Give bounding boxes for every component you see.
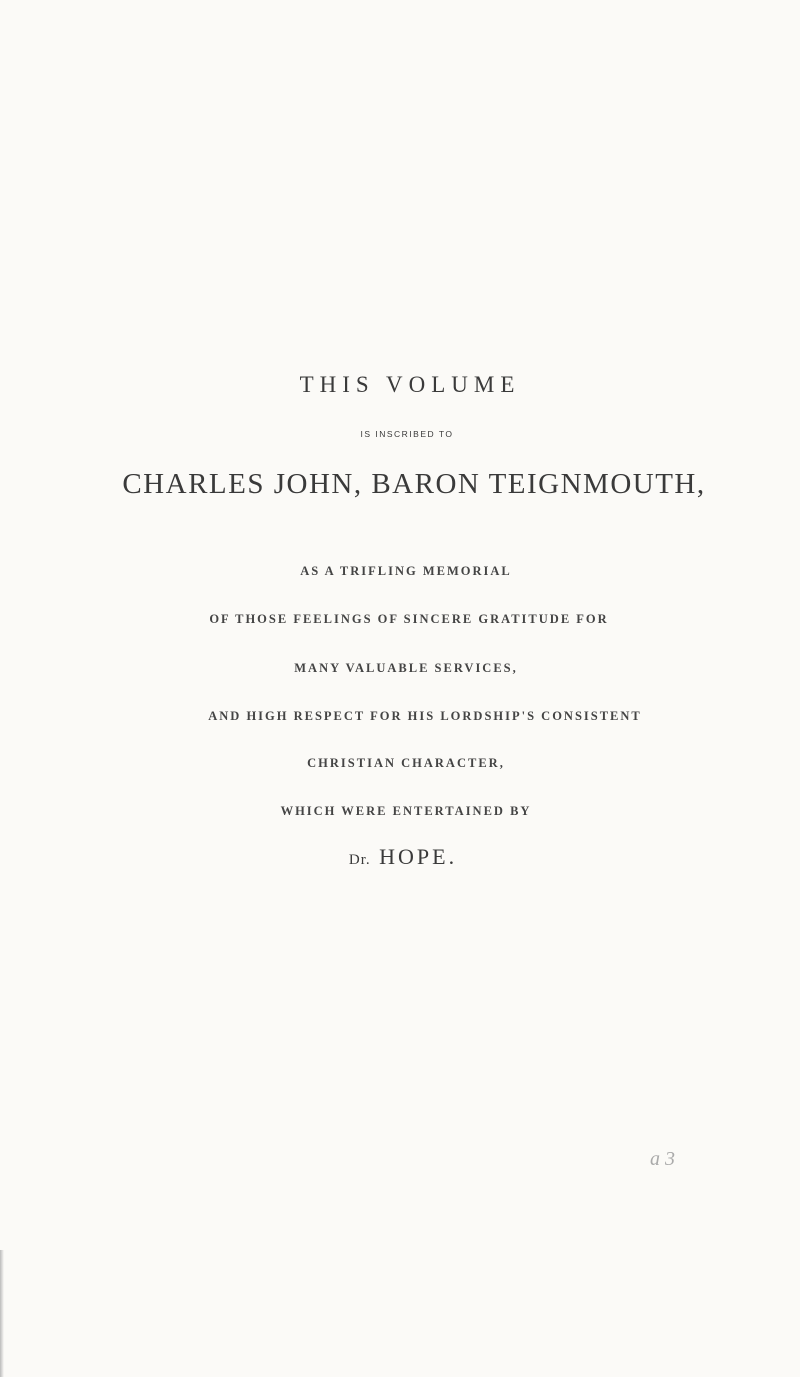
- author-name: [0, 844, 800, 870]
- inscribed-to-line: IS INSCRIBED TO: [360, 429, 454, 439]
- dedication-title: THIS VOLUME: [299, 372, 521, 397]
- dedication-line: AND HIGH RESPECT FOR HIS LORDSHIP'S CONSISTENT: [208, 709, 642, 723]
- dedicatee-name: CHARLES JOHN, BARON TEIGNMOUTH,: [122, 468, 706, 500]
- dedication-line: CHRISTIAN CHARACTER,: [307, 756, 505, 770]
- dedication-line: MANY VALUABLE SERVICES,: [294, 661, 518, 675]
- signature-mark: a 3: [650, 1148, 675, 1170]
- dedication-line: WHICH WERE ENTERTAINED BY: [280, 804, 532, 818]
- page-edge-shadow: [0, 1250, 4, 1377]
- dedication-line: AS A TRIFLING MEMORIAL: [300, 564, 512, 578]
- author-prefix: Dr.: [348, 852, 371, 868]
- author-surname: HOPE.: [379, 844, 458, 869]
- dedication-line: OF THOSE FEELINGS OF SINCERE GRATITUDE FOR: [209, 612, 609, 626]
